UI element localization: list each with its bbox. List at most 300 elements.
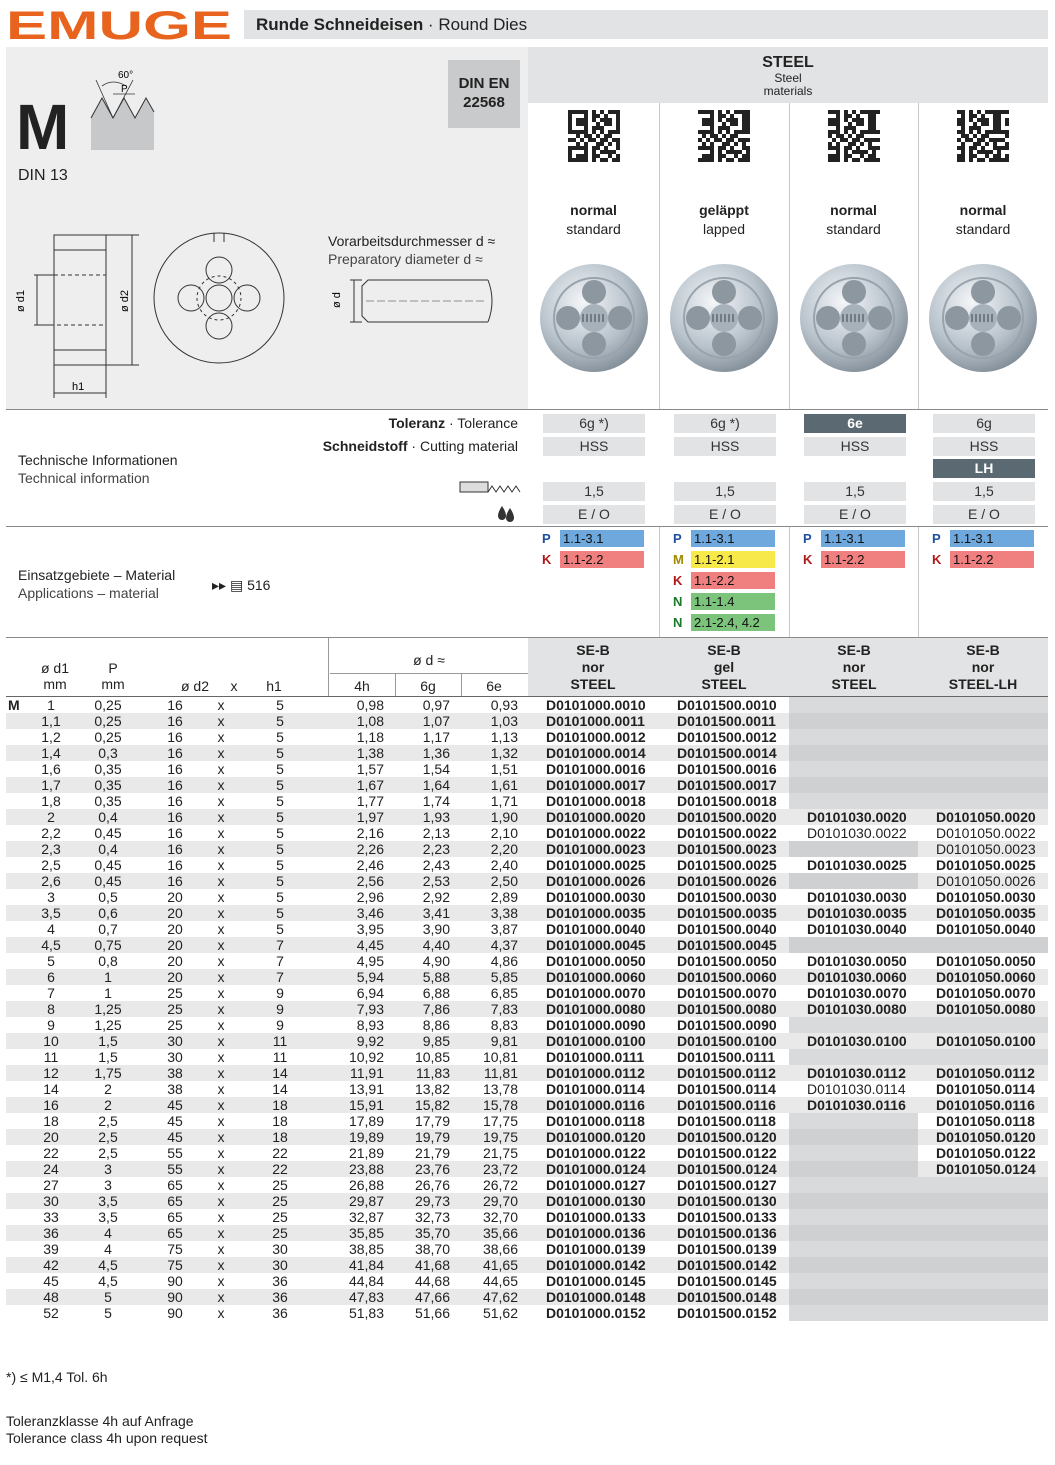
cell-x: x: [217, 1241, 225, 1257]
order-code-cell[interactable]: D0101500.0023: [659, 841, 789, 857]
row-prefix: [6, 1273, 26, 1289]
material-range: 2.1-2.4, 4.2: [691, 614, 775, 631]
cell-x: x: [210, 1257, 232, 1273]
coolant-value: E / O: [804, 505, 906, 524]
cell-6g: 0,97: [422, 697, 450, 713]
cell-x: x: [210, 1001, 232, 1017]
material-group-code: M: [673, 552, 684, 567]
cell-6e: 38,66: [482, 1241, 518, 1257]
order-code-cell[interactable]: D0101500.0011: [659, 713, 789, 729]
order-code-cell[interactable]: D0101050.0116: [918, 1097, 1048, 1113]
table-row: [6, 1193, 1048, 1209]
cell-d1: 2,3: [26, 841, 76, 857]
order-code-cell[interactable]: D0101500.0112: [659, 1065, 789, 1081]
cell-d2: 16: [167, 793, 183, 809]
order-code-cell[interactable]: D0101000.0136: [528, 1225, 659, 1241]
cell-x: x: [210, 1097, 232, 1113]
table-row: [6, 1129, 1048, 1145]
cell-pitch: 0,45: [94, 825, 122, 841]
h1-label: h1: [72, 381, 85, 393]
cell-4h: 10,92: [348, 1049, 384, 1065]
cell-d2: 16: [140, 745, 210, 761]
order-code-cell[interactable]: D0101000.0080: [528, 1001, 659, 1017]
cell-x: x: [210, 745, 232, 761]
row-prefix: [6, 1241, 26, 1257]
row-prefix: [6, 1129, 26, 1145]
cell-h1: 7: [232, 969, 328, 985]
material-group-sub1: Steel: [774, 71, 802, 85]
cell-pitch: 1,75: [76, 1065, 140, 1081]
order-code-cell[interactable]: D0101000.0112: [528, 1065, 659, 1081]
order-code-cell[interactable]: D0101000.0111: [546, 1049, 645, 1065]
order-code-cell[interactable]: D0101000.0022: [546, 825, 646, 841]
order-code-cell[interactable]: D0101500.0050: [677, 953, 777, 969]
order-code-cell[interactable]: D0101050.0040: [936, 921, 1036, 937]
order-code-cell[interactable]: D0101030.0070: [807, 985, 907, 1001]
order-code-cell[interactable]: D0101050.0118: [936, 1113, 1035, 1129]
cell-d2: 16: [140, 841, 210, 857]
cell-h1: 25: [232, 1225, 328, 1241]
cell-6e: 41,65: [460, 1257, 528, 1273]
coolant-value: E / O: [543, 505, 645, 524]
cell-6g: 23,76: [394, 1161, 460, 1177]
cell-d2: 20: [140, 905, 210, 921]
order-code-cell: [789, 777, 918, 793]
order-code-cell[interactable]: D0101000.0118: [546, 1113, 645, 1129]
order-code-cell[interactable]: D0101050.0114: [936, 1081, 1035, 1097]
order-code-cell[interactable]: D0101500.0122: [677, 1145, 777, 1161]
order-code-cell[interactable]: D0101000.0050: [546, 953, 646, 969]
cell-4h: 44,84: [348, 1273, 384, 1289]
order-code-cell[interactable]: D0101500.0148: [659, 1289, 789, 1305]
cell-d1: 7: [47, 985, 55, 1001]
cell-d2: 45: [140, 1129, 210, 1145]
cell-pitch: 3: [76, 1161, 140, 1177]
th-x: x: [230, 678, 238, 694]
tech-de: Technische Informationen: [18, 452, 178, 468]
order-code-cell: [789, 1241, 918, 1257]
page-ref-number: 516: [247, 577, 271, 593]
cell-d2: 20: [140, 969, 210, 985]
order-code-cell[interactable]: D0101030.0040: [807, 921, 907, 937]
material-group-sub2: materials: [763, 84, 813, 98]
order-code-cell[interactable]: D0101500.0017: [659, 777, 789, 793]
round-die-image: [538, 262, 650, 374]
order-code-cell[interactable]: D0101030.0030: [807, 889, 907, 905]
order-code-cell[interactable]: D0101500.0100: [659, 1033, 789, 1049]
order-code-cell[interactable]: D0101030.0114: [807, 1081, 906, 1097]
order-code-cell[interactable]: D0101500.0145: [677, 1273, 777, 1289]
cell-d2: 65: [167, 1209, 183, 1225]
cell-d1: 12: [26, 1065, 76, 1081]
order-code-column-head: SE-B nor STEEL: [570, 642, 616, 692]
cell-d1: 30: [26, 1193, 76, 1209]
order-code-cell[interactable]: D0101050.0050: [936, 953, 1036, 969]
order-code-cell[interactable]: D0101000.0010: [546, 697, 646, 713]
cell-4h: 11,91: [328, 1065, 394, 1081]
order-code-cell[interactable]: D0101500.0080: [659, 1001, 789, 1017]
table-row: [6, 1225, 1048, 1241]
cell-pitch: 1: [104, 985, 112, 1001]
material-group-name: STEEL: [762, 54, 814, 71]
order-code-cell[interactable]: D0101000.0133: [546, 1209, 646, 1225]
order-code-cell[interactable]: D0101050.0120: [918, 1129, 1048, 1145]
material-range: 1.1-3.1: [560, 530, 644, 547]
cell-d1: 6: [26, 969, 76, 985]
order-code-cell[interactable]: D0101030.0025: [807, 857, 907, 873]
order-code-cell: [918, 777, 1048, 793]
cell-6g: 1,17: [422, 729, 450, 745]
table-row: [6, 1065, 1048, 1081]
row-prefix: [6, 729, 26, 745]
order-code-cell: [789, 697, 918, 713]
order-code-cell[interactable]: D0101030.0022: [807, 825, 907, 841]
tolerance-value: 6g: [933, 414, 1035, 433]
order-code-cell[interactable]: D0101050.0060: [918, 969, 1048, 985]
cell-6e: 47,62: [460, 1289, 528, 1305]
table-row: [6, 873, 1048, 889]
order-code-cell[interactable]: D0101500.0026: [659, 873, 789, 889]
order-code-cell[interactable]: D0101500.0035: [659, 905, 789, 921]
order-code-cell[interactable]: D0101000.0114: [546, 1081, 645, 1097]
row-prefix: [6, 1081, 26, 1097]
cell-d1: 16: [26, 1097, 76, 1113]
cell-4h: 21,89: [348, 1145, 384, 1161]
order-code-cell[interactable]: D0101030.0060: [789, 969, 918, 985]
order-code-cell[interactable]: D0101500.0014: [659, 745, 789, 761]
cell-d1: 1,4: [26, 745, 76, 761]
order-code-cell[interactable]: D0101000.0012: [546, 729, 646, 745]
order-code-cell[interactable]: D0101500.0030: [677, 889, 777, 905]
order-code-cell[interactable]: D0101000.0025: [546, 857, 646, 873]
cell-4h: 2,56: [328, 873, 394, 889]
order-code-cell[interactable]: D0101030.0050: [807, 953, 907, 969]
cell-6g: 51,66: [414, 1305, 450, 1321]
order-code-cell[interactable]: D0101030.0116: [789, 1097, 918, 1113]
cell-d1: 2,2: [41, 825, 61, 841]
row-prefix: [6, 1305, 26, 1321]
order-code-cell[interactable]: D0101500.0142: [659, 1257, 789, 1273]
order-code-cell[interactable]: D0101000.0139: [546, 1241, 646, 1257]
order-code-cell[interactable]: D0101500.0136: [659, 1225, 789, 1241]
order-code-cell[interactable]: D0101500.0070: [677, 985, 777, 1001]
cell-h1: 5: [232, 809, 328, 825]
order-code-cell[interactable]: D0101500.0130: [659, 1193, 789, 1209]
cell-6e: 7,83: [460, 1001, 528, 1017]
cell-4h: 23,88: [328, 1161, 394, 1177]
table-row: [6, 1145, 1048, 1161]
cell-d1: 22: [43, 1145, 59, 1161]
technical-info-label: [18, 451, 178, 487]
cell-6e: 2,50: [460, 873, 528, 889]
cell-6e: 1,71: [490, 793, 518, 809]
order-code-cell[interactable]: D0101000.0142: [528, 1257, 659, 1273]
order-code-cell[interactable]: D0101050.0112: [918, 1065, 1048, 1081]
material-range: 1.1-2.2: [821, 551, 905, 568]
cell-4h: 5,94: [328, 969, 394, 985]
table-row: [6, 1273, 1048, 1289]
cell-d1: 1,7: [26, 777, 76, 793]
qr-code-icon[interactable]: [568, 110, 620, 162]
cell-6e: 15,78: [460, 1097, 528, 1113]
order-code-cell[interactable]: D0101000.0127: [546, 1177, 646, 1193]
footnote-tolerance: [6, 1413, 208, 1447]
cell-x: x: [217, 857, 225, 873]
cell-x: x: [210, 1161, 232, 1177]
cell-6g: 5,88: [394, 969, 460, 985]
order-code-cell[interactable]: D0101000.0148: [528, 1289, 659, 1305]
order-code-cell[interactable]: D0101050.0025: [936, 857, 1036, 873]
order-code-cell[interactable]: D0101000.0017: [528, 777, 659, 793]
row-prefix: [6, 793, 26, 809]
cell-h1: 36: [232, 1289, 328, 1305]
cell-x: x: [210, 1065, 232, 1081]
order-code-cell[interactable]: D0101500.0116: [659, 1097, 789, 1113]
round-die-image: [927, 262, 1039, 374]
order-code-cell[interactable]: D0101000.0045: [528, 937, 659, 953]
qr-code-icon[interactable]: [828, 110, 880, 162]
finish-en: standard: [826, 221, 881, 237]
cell-pitch: 0,75: [76, 937, 140, 953]
row-prefix: [6, 1161, 26, 1177]
order-code-cell[interactable]: D0101000.0090: [546, 1017, 646, 1033]
order-code-cell[interactable]: D0101500.0090: [677, 1017, 777, 1033]
die-dimension-drawing: [14, 220, 324, 405]
application-tag: [932, 530, 1042, 547]
order-code-cell: [918, 1257, 1048, 1273]
cell-d2: 30: [167, 1049, 183, 1065]
cell-h1: 14: [232, 1065, 328, 1081]
cell-6e: 44,65: [482, 1273, 518, 1289]
order-code-cell[interactable]: D0101030.0020: [789, 809, 918, 825]
order-code-cell[interactable]: D0101500.0040: [677, 921, 777, 937]
row-prefix: [6, 889, 26, 905]
order-code-cell[interactable]: D0101050.0020: [918, 809, 1048, 825]
order-code-cell[interactable]: D0101050.0100: [918, 1033, 1048, 1049]
order-code-cell[interactable]: D0101000.0035: [528, 905, 659, 921]
material-range: 1.1-2.2: [950, 551, 1034, 568]
order-code-cell[interactable]: D0101050.0026: [918, 873, 1048, 889]
finish-en: lapped: [702, 221, 746, 237]
cell-d2: 16: [140, 713, 210, 729]
thread-profile-icon: [88, 66, 158, 152]
order-code-cell[interactable]: D0101500.0045: [659, 937, 789, 953]
order-code-cell[interactable]: D0101500.0060: [659, 969, 789, 985]
order-code-cell: [918, 1241, 1048, 1257]
order-code-cell[interactable]: D0101000.0026: [528, 873, 659, 889]
order-code-cell[interactable]: D0101000.0030: [546, 889, 646, 905]
cell-6g: 1,64: [394, 777, 460, 793]
order-code-cell[interactable]: D0101030.0100: [789, 1033, 918, 1049]
order-code-cell[interactable]: D0101030.0112: [789, 1065, 918, 1081]
cell-d2: 25: [167, 1017, 183, 1033]
cell-x: x: [210, 905, 232, 921]
cell-pitch: 0,45: [94, 857, 122, 873]
qr-code-icon[interactable]: [698, 110, 750, 162]
cell-x: x: [217, 825, 225, 841]
thread-length-coolant-icon: [458, 478, 524, 524]
table-row: [6, 969, 1048, 985]
cell-6g: 9,85: [394, 1033, 460, 1049]
order-code-cell[interactable]: D0101050.0124: [918, 1161, 1048, 1177]
qr-code-icon[interactable]: [957, 110, 1009, 162]
cell-6e: 0,93: [490, 697, 518, 713]
coolant-value: E / O: [674, 505, 776, 524]
order-code-cell: [789, 937, 918, 953]
row-prefix: [6, 745, 26, 761]
d1-label: ø d1: [15, 289, 27, 312]
order-code-cell[interactable]: D0101500.0016: [677, 761, 777, 777]
order-code-cell[interactable]: D0101500.0022: [677, 825, 777, 841]
order-code-cell[interactable]: D0101000.0152: [546, 1305, 646, 1321]
order-code-cell[interactable]: D0101000.0018: [546, 793, 646, 809]
order-code-cell[interactable]: D0101500.0133: [677, 1209, 777, 1225]
cell-6g: 47,66: [394, 1289, 460, 1305]
cell-d1: 39: [43, 1241, 59, 1257]
cell-d2: 16: [167, 857, 183, 873]
order-code-cell[interactable]: D0101500.0025: [677, 857, 777, 873]
tolerance-value: 6e: [804, 414, 906, 433]
table-row: [6, 1305, 1048, 1321]
order-code-cell: [918, 1273, 1048, 1289]
order-code-cell[interactable]: D0101500.0010: [677, 697, 777, 713]
cell-d2: 55: [140, 1161, 210, 1177]
row-prefix: [6, 857, 26, 873]
order-code-cell[interactable]: D0101000.0070: [546, 985, 646, 1001]
order-code-cell[interactable]: D0101000.0130: [528, 1193, 659, 1209]
cell-x: x: [210, 713, 232, 729]
order-code-cell[interactable]: D0101000.0011: [528, 713, 659, 729]
cell-d2: 16: [167, 697, 183, 713]
cell-d1: 1,6: [41, 761, 61, 777]
finish-de: normal: [830, 202, 877, 218]
order-code-cell: [789, 1129, 918, 1145]
table-row: [6, 985, 1048, 1001]
order-code-cell[interactable]: D0101000.0124: [528, 1161, 659, 1177]
order-code-cell[interactable]: D0101030.0080: [789, 1001, 918, 1017]
cell-6e: 2,89: [490, 889, 518, 905]
cell-4h: 1,57: [356, 761, 384, 777]
material-range: 1.1-2.1: [691, 551, 775, 568]
cell-6g: 2,23: [394, 841, 460, 857]
cell-d2: 25: [167, 985, 183, 1001]
cell-pitch: 0,35: [94, 761, 122, 777]
order-code-cell[interactable]: D0101500.0012: [677, 729, 777, 745]
order-code-cell[interactable]: D0101050.0022: [936, 825, 1036, 841]
cell-x: x: [210, 777, 232, 793]
applications-page-ref[interactable]: [212, 577, 270, 594]
order-code-cell[interactable]: D0101050.0122: [936, 1145, 1036, 1161]
row-prefix: [6, 953, 26, 969]
order-code-cell[interactable]: D0101500.0018: [677, 793, 777, 809]
order-code-cell[interactable]: D0101000.0014: [528, 745, 659, 761]
order-code-cell[interactable]: D0101050.0023: [918, 841, 1048, 857]
order-code-cell[interactable]: D0101030.0035: [789, 905, 918, 921]
cell-6g: 19,79: [394, 1129, 460, 1145]
table-row: [6, 857, 1048, 873]
order-code-cell[interactable]: D0101000.0145: [546, 1273, 646, 1289]
cell-pitch: 0,3: [76, 745, 140, 761]
order-code-cell: [918, 1193, 1048, 1209]
cell-h1: 9: [232, 1001, 328, 1017]
order-code-cell[interactable]: D0101500.0127: [677, 1177, 777, 1193]
order-code-cell[interactable]: D0101500.0139: [677, 1241, 777, 1257]
order-code-cell[interactable]: D0101050.0070: [936, 985, 1036, 1001]
row-prefix: [6, 1257, 26, 1273]
application-tag: [932, 551, 1042, 568]
order-code-cell[interactable]: D0101500.0124: [659, 1161, 789, 1177]
table-row: [6, 889, 1048, 905]
cell-pitch: 0,35: [76, 777, 140, 793]
order-code-cell[interactable]: D0101000.0122: [546, 1145, 646, 1161]
cell-6e: 1,61: [460, 777, 528, 793]
cell-h1: 5: [232, 713, 328, 729]
order-code-cell: [789, 745, 918, 761]
order-code-cell[interactable]: D0101000.0020: [528, 809, 659, 825]
order-code-cell[interactable]: D0101000.0040: [546, 921, 646, 937]
order-code-cell[interactable]: D0101500.0118: [677, 1113, 776, 1129]
cell-pitch: 5: [104, 1305, 112, 1321]
thread-length-ratio: 1,5: [933, 482, 1035, 501]
order-code-cell[interactable]: D0101500.0120: [659, 1129, 789, 1145]
cell-x: x: [210, 937, 232, 953]
cell-h1: 18: [272, 1113, 288, 1129]
order-code-cell: [918, 1289, 1048, 1305]
cell-x: x: [217, 985, 225, 1001]
order-code-cell[interactable]: D0101000.0060: [528, 969, 659, 985]
table-row: [6, 1209, 1048, 1225]
cell-pitch: 0,6: [76, 905, 140, 921]
order-code-cell[interactable]: D0101000.0100: [528, 1033, 659, 1049]
brand-text: EMUGE: [6, 8, 232, 42]
cell-x: x: [217, 1209, 225, 1225]
cell-d2: 55: [167, 1145, 183, 1161]
cell-6g: 3,41: [394, 905, 460, 921]
order-code-cell[interactable]: D0101000.0023: [528, 841, 659, 857]
material-range: 1.1-2.2: [560, 551, 644, 568]
cell-x: x: [217, 697, 225, 713]
cell-4h: 2,96: [356, 889, 384, 905]
cell-6e: 4,86: [490, 953, 518, 969]
order-code-cell[interactable]: D0101500.0152: [677, 1305, 777, 1321]
order-code-cell[interactable]: D0101000.0120: [528, 1129, 659, 1145]
order-code-cell[interactable]: D0101000.0116: [528, 1097, 659, 1113]
cell-pitch: 1,5: [76, 1033, 140, 1049]
material-range: 1.1-3.1: [821, 530, 905, 547]
order-code-cell[interactable]: D0101050.0030: [936, 889, 1036, 905]
cell-d2: 65: [140, 1193, 210, 1209]
order-code-cell: [918, 697, 1048, 713]
order-code-cell[interactable]: D0101500.0114: [677, 1081, 776, 1097]
order-code-cell[interactable]: D0101050.0080: [918, 1001, 1048, 1017]
thread-length-ratio: 1,5: [804, 482, 906, 501]
order-code-cell[interactable]: D0101050.0035: [918, 905, 1048, 921]
cell-6g: 15,82: [394, 1097, 460, 1113]
cell-4h: 13,91: [348, 1081, 384, 1097]
header-bar: Runde Schneideisen · Round Dies: [244, 10, 1048, 39]
cell-6g: 13,82: [414, 1081, 450, 1097]
order-code-cell[interactable]: D0101000.0016: [546, 761, 646, 777]
cell-d1: 4: [47, 921, 55, 937]
cell-h1: 22: [272, 1145, 288, 1161]
cell-6e: 1,03: [460, 713, 528, 729]
table-row: [6, 1177, 1048, 1193]
cell-pitch: 0,25: [94, 729, 122, 745]
cell-d2: 38: [167, 1081, 183, 1097]
order-code-cell[interactable]: D0101500.0111: [677, 1049, 776, 1065]
order-code-cell[interactable]: D0101500.0020: [659, 809, 789, 825]
double-arrow-icon: ▸▸: [212, 577, 227, 593]
